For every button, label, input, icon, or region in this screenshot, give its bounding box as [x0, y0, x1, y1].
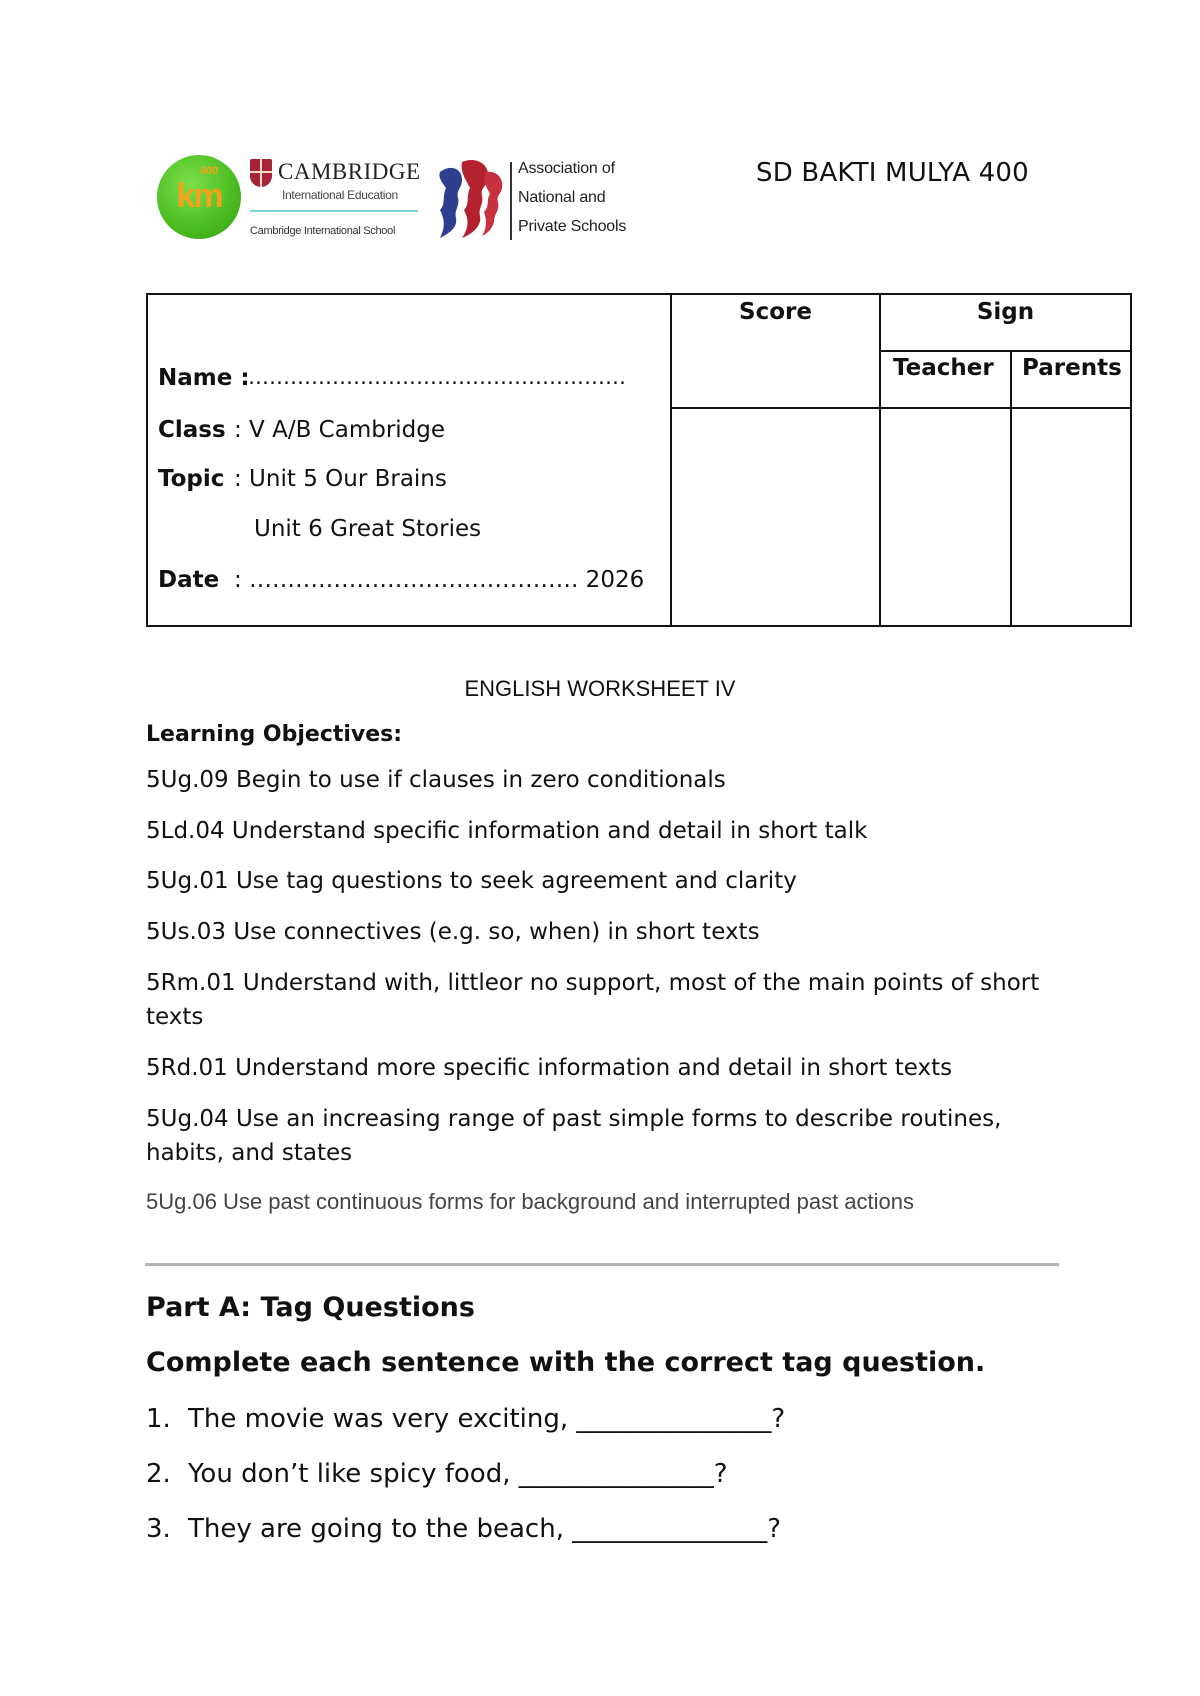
part-a-instruction: Complete each sentence with the correct tag question. — [146, 1347, 986, 1378]
topic-value-2: Unit 6 Great Stories — [254, 516, 482, 542]
parents-header: Parents — [1022, 355, 1122, 381]
objective-item: 5Rm.01 Understand with, littleor no support, most of the main points of short texts — [146, 970, 1040, 1030]
question-text: They are going to the beach, _______________? — [188, 1514, 782, 1544]
topic-value: : Unit 5 Our Brains — [234, 466, 447, 492]
anps-logo-line-2: National and — [518, 189, 606, 206]
name-label: Name : — [158, 365, 250, 391]
date-field[interactable]: : ……………………………………. 2026 — [234, 567, 645, 593]
name-field[interactable]: ……………………………………………… — [248, 365, 626, 389]
date-label: Date — [158, 567, 220, 593]
class-label: Class — [158, 417, 226, 443]
teacher-header: Teacher — [893, 355, 994, 381]
score-cell[interactable] — [672, 409, 879, 625]
objectives-heading: Learning Objectives: — [146, 722, 403, 747]
anps-logo — [432, 158, 647, 244]
objective-item: 5Us.03 Use connectives (e.g. so, when) in short texts — [146, 919, 760, 945]
cambridge-logo-school: Cambridge International School — [250, 225, 396, 237]
objective-item: 5Ug.01 Use tag questions to seek agreement and clarity — [146, 868, 797, 894]
question-number: 1. — [146, 1404, 171, 1434]
table-divider — [879, 350, 1130, 352]
parents-sign-cell[interactable] — [1012, 409, 1130, 625]
anps-logo-line-1: Association of — [518, 160, 615, 177]
anps-faces-icon — [432, 158, 508, 240]
teacher-sign-cell[interactable] — [881, 409, 1010, 625]
question-text: The movie was very exciting, _______________? — [188, 1404, 786, 1434]
anps-logo-line-3: Private Schools — [518, 218, 627, 235]
objective-item: 5Ug.04 Use an increasing range of past simple forms to describe routines, habits, and states — [146, 1106, 1002, 1166]
objective-item: 5Ug.09 Begin to use if clauses in zero conditionals — [146, 767, 726, 793]
cambridge-logo-rule — [250, 210, 418, 212]
sign-header: Sign — [976, 299, 1035, 325]
question-item[interactable] — [146, 1514, 781, 1544]
question-number: 2. — [146, 1459, 171, 1489]
cambridge-logo-subtitle: International Education — [282, 188, 398, 202]
question-number: 3. — [146, 1514, 171, 1544]
cambridge-shield-icon — [250, 159, 272, 187]
class-value: : V A/B Cambridge — [234, 417, 446, 443]
worksheet-title: ENGLISH WORKSHEET IV — [464, 676, 736, 701]
cambridge-logo — [250, 157, 420, 247]
score-header: Score — [739, 299, 812, 325]
km-logo-text: km — [176, 177, 222, 215]
topic-label: Topic — [158, 466, 225, 492]
objective-item: 5Ug.06 Use past continuous forms for background and interrupted past actions — [146, 1189, 915, 1214]
question-item[interactable] — [146, 1404, 785, 1434]
question-text: You don’t like spicy food, _______________? — [188, 1459, 728, 1489]
school-name: SD BAKTI MULYA 400 — [756, 158, 1029, 188]
cambridge-logo-name: CAMBRIDGE — [278, 159, 421, 184]
km-logo-badge: 400 — [199, 165, 219, 177]
objective-item: 5Rd.01 Understand more specific information and detail in short texts — [146, 1055, 953, 1081]
question-item[interactable] — [146, 1459, 728, 1489]
student-info-table — [146, 293, 1132, 627]
anps-logo-divider — [510, 162, 512, 240]
section-divider — [145, 1263, 1059, 1266]
part-a-title: Part A: Tag Questions — [146, 1292, 475, 1323]
km-logo — [157, 155, 241, 239]
objective-item: 5Ld.04 Understand specific information and detail in short talk — [146, 818, 868, 844]
